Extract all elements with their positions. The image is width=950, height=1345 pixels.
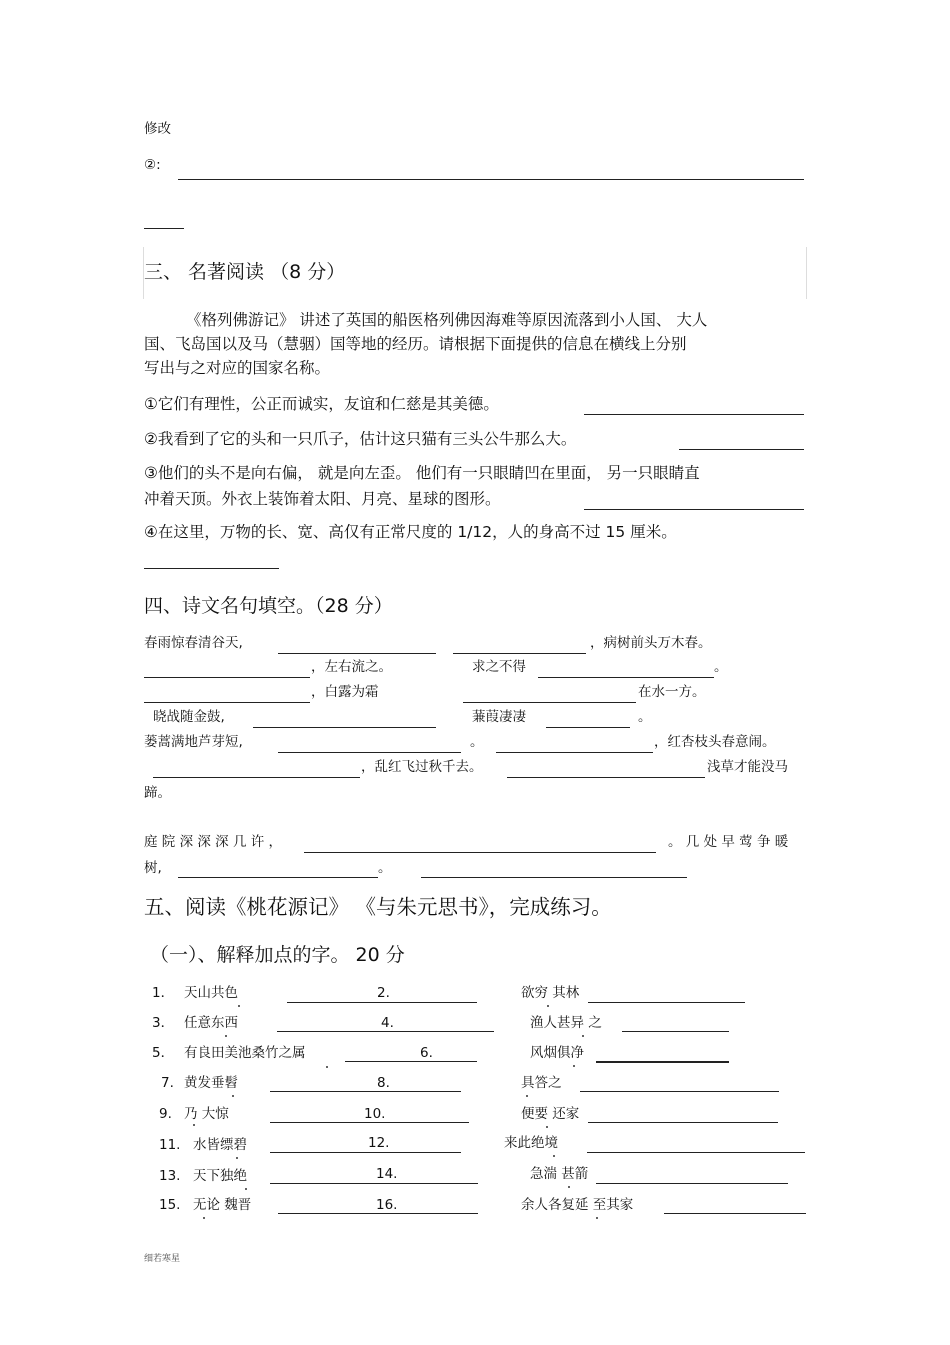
revise-item-2: ②: xyxy=(144,157,161,173)
poem-text: 。 xyxy=(470,734,484,750)
answer-line[interactable] xyxy=(278,752,461,753)
answer-line[interactable] xyxy=(507,777,705,778)
poem-text: 春雨惊春清谷天, xyxy=(144,635,243,651)
item-word: 风烟俱净 xyxy=(530,1045,584,1061)
question-1: ①它们有理性，公正而诚实，友谊和仁慈是其美德。 xyxy=(144,395,499,413)
item-number: 6. xyxy=(420,1045,433,1061)
answer-line[interactable] xyxy=(588,1122,778,1123)
section-3-heading: 三、 名著阅读 （8 分） xyxy=(144,261,346,283)
item-word: 黄发垂髫 xyxy=(184,1075,238,1091)
answer-line[interactable] xyxy=(580,1091,779,1092)
poem-text: ，红杏枝头春意闹。 xyxy=(654,734,776,750)
poem-text: 庭 院 深 深 深 几 许 ， xyxy=(144,834,283,850)
emphasis-dot xyxy=(236,1157,238,1159)
item-word: 具答之 xyxy=(521,1075,562,1091)
emphasis-dot xyxy=(245,1188,247,1190)
item-word: 余人各复延 至其家 xyxy=(521,1197,634,1213)
intro-line-3: 写出与之对应的国家名称。 xyxy=(144,359,331,377)
emphasis-dot xyxy=(553,1155,555,1157)
poem-text: 晓战随金鼓, xyxy=(153,709,225,725)
poem-text: 浅草才能没马 xyxy=(707,759,788,775)
emphasis-dot xyxy=(203,1217,205,1219)
item-word: 乃 大惊 xyxy=(184,1106,229,1122)
item-word: 无论 魏晋 xyxy=(193,1197,252,1213)
poem-text: 。 xyxy=(378,860,392,876)
answer-line[interactable] xyxy=(588,1002,745,1003)
answer-line[interactable] xyxy=(496,752,653,753)
item-word: 天下独绝 xyxy=(193,1168,247,1184)
intro-line-2: 国、飞岛国以及马（慧骃）国等地的经历。请根据下面提供的信息在横线上分别 xyxy=(144,335,687,353)
item-number: 3． xyxy=(152,1015,175,1031)
question-3a: ③他们的头不是向右偏， 就是向左歪。 他们有一只眼睛凹在里面， 另一只眼睛直 xyxy=(144,464,700,482)
item-number: 11. xyxy=(159,1137,181,1153)
item-word: 任意东西 xyxy=(184,1015,238,1031)
answer-line[interactable] xyxy=(270,1152,461,1153)
answer-line[interactable] xyxy=(153,777,360,778)
answer-line[interactable] xyxy=(144,702,310,703)
answer-line[interactable] xyxy=(144,568,279,569)
item-number: 9. xyxy=(159,1106,172,1122)
item-number: 16. xyxy=(376,1197,398,1213)
answer-line[interactable] xyxy=(587,1152,805,1153)
answer-line[interactable] xyxy=(345,1061,477,1062)
answer-line[interactable] xyxy=(584,414,804,415)
poem-text: 。 xyxy=(638,709,652,725)
answer-line[interactable] xyxy=(178,877,378,878)
item-word: 水皆缥碧 xyxy=(193,1137,247,1153)
item-number: 4. xyxy=(381,1015,394,1031)
item-word: 渔人甚异 之 xyxy=(530,1015,602,1031)
poem-text: ，左右流之。 xyxy=(311,659,392,675)
poem-text: 在水一方。 xyxy=(638,684,706,700)
question-4: ④在这里，万物的长、宽、高仅有正常尺度的 1/12，人的身高不过 15 厘米。 xyxy=(144,523,677,541)
poem-text: 。 几 处 早 莺 争 暖 xyxy=(668,834,789,850)
poem-text: 蒹葭凄凄 xyxy=(472,709,526,725)
answer-line[interactable] xyxy=(596,1183,788,1184)
emphasis-dot xyxy=(526,1095,528,1097)
answer-line[interactable] xyxy=(596,1061,729,1063)
answer-line[interactable] xyxy=(463,702,636,703)
section-4-heading: 四、诗文名句填空。（28 分） xyxy=(144,595,393,617)
answer-line[interactable] xyxy=(287,1002,477,1003)
emphasis-dot xyxy=(232,1095,234,1097)
item-word: 天山共色 xyxy=(184,985,238,1001)
emphasis-dot xyxy=(582,1035,584,1037)
answer-line[interactable] xyxy=(270,1183,478,1184)
poem-text: 蹄。 xyxy=(144,785,171,801)
poem-text: 。 xyxy=(714,659,728,675)
answer-line[interactable] xyxy=(584,509,804,510)
answer-line[interactable] xyxy=(144,677,310,678)
emphasis-dot xyxy=(326,1066,328,1068)
poem-text: 树, xyxy=(144,860,162,876)
answer-line[interactable] xyxy=(304,852,656,853)
emphasis-dot xyxy=(225,1035,227,1037)
item-number: 14. xyxy=(376,1166,398,1182)
item-number: 5． xyxy=(152,1045,175,1061)
answer-line[interactable] xyxy=(277,1031,494,1032)
item-number: 2. xyxy=(377,985,390,1001)
emphasis-dot xyxy=(547,1005,549,1007)
item-word: 急湍 甚箭 xyxy=(530,1166,589,1182)
footer-text: 细若寒星 xyxy=(144,1254,181,1264)
item-word: 有良田美池桑竹之属 xyxy=(184,1045,306,1061)
revise-label: 修改 xyxy=(144,121,171,137)
answer-line[interactable] xyxy=(546,727,630,728)
poem-text: ，乱红飞过秋千去。 xyxy=(361,759,483,775)
divider xyxy=(806,247,807,299)
item-number: 8. xyxy=(377,1075,390,1091)
answer-line[interactable] xyxy=(270,1122,469,1123)
emphasis-dot xyxy=(193,1124,195,1126)
item-number: 10. xyxy=(364,1106,386,1122)
emphasis-dot xyxy=(546,1126,548,1128)
emphasis-dot xyxy=(238,1005,240,1007)
item-number: 13. xyxy=(159,1168,181,1184)
answer-line[interactable] xyxy=(178,179,804,180)
item-word: 便要 还家 xyxy=(521,1106,580,1122)
poem-text: ，病树前头万木春。 xyxy=(590,635,712,651)
item-number: 1． xyxy=(152,985,175,1001)
poem-text: 求之不得 xyxy=(472,659,526,675)
section-5-heading: 五、阅读《桃花源记》 《与朱元思书》，完成练习。 xyxy=(144,895,612,919)
answer-line[interactable] xyxy=(538,677,714,678)
answer-line[interactable] xyxy=(664,1213,806,1214)
poem-text: ，白露为霜 xyxy=(311,684,379,700)
answer-line[interactable] xyxy=(453,653,586,654)
section-5-subheading: （一）、解释加点的字。 20 分 xyxy=(150,944,405,966)
answer-line[interactable] xyxy=(278,653,436,654)
item-word: 来此绝境 xyxy=(504,1135,558,1151)
emphasis-dot xyxy=(596,1217,598,1219)
answer-line[interactable] xyxy=(622,1031,729,1032)
answer-line[interactable] xyxy=(144,228,184,229)
answer-line[interactable] xyxy=(270,1091,461,1092)
item-number: 12. xyxy=(368,1135,390,1151)
question-2: ②我看到了它的头和一只爪子，估计这只猫有三头公牛那么大。 xyxy=(144,430,577,448)
intro-line-1: 《格列佛游记》 讲述了英国的船医格列佛因海难等原因流落到小人国、 大人 xyxy=(186,311,708,329)
item-number: 15. xyxy=(159,1197,181,1213)
answer-line[interactable] xyxy=(278,1213,478,1214)
item-number: 7. xyxy=(161,1075,174,1091)
emphasis-dot xyxy=(573,1065,575,1067)
poem-text: 蒌蒿满地芦芽短, xyxy=(144,734,243,750)
answer-line[interactable] xyxy=(679,449,804,450)
answer-line[interactable] xyxy=(421,877,687,878)
answer-line[interactable] xyxy=(253,727,436,728)
emphasis-dot xyxy=(568,1186,570,1188)
item-word: 欲穷 其林 xyxy=(521,985,580,1001)
question-3b: 冲着天顶。外衣上装饰着太阳、月亮、星球的图形。 xyxy=(144,490,501,508)
